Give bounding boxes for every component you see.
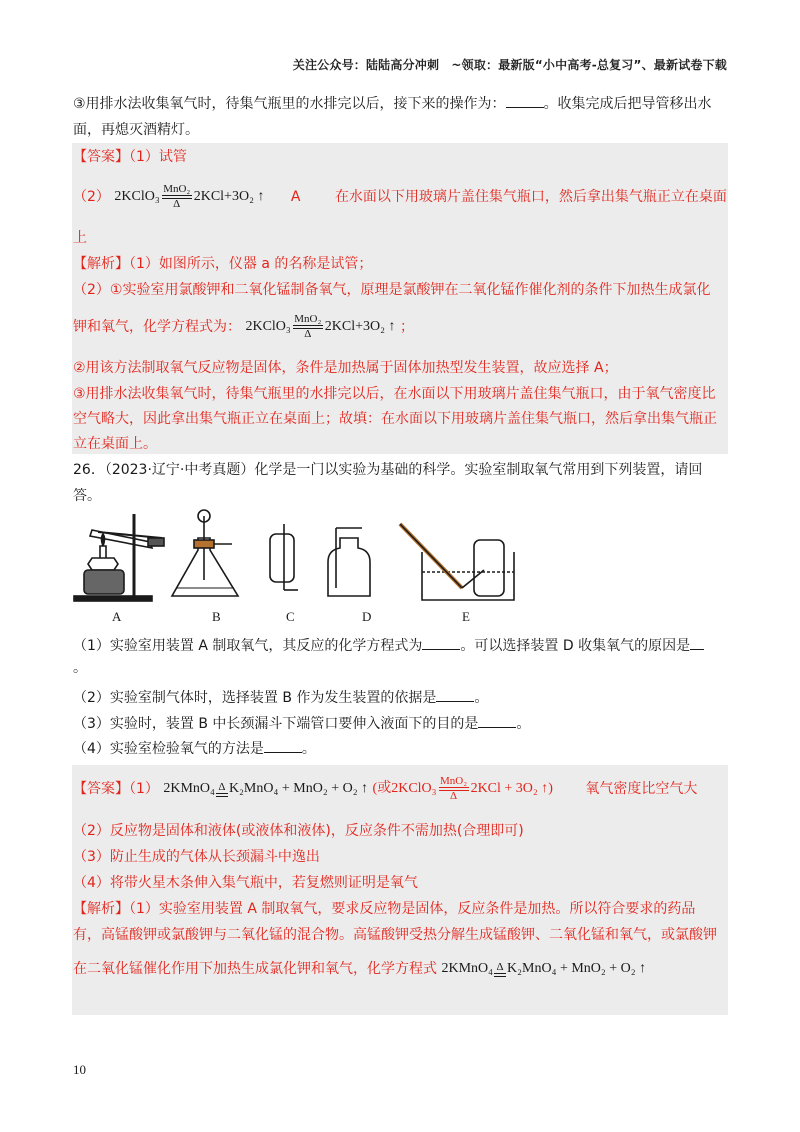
q26-sub3: （3）实验时，装置 B 中长颈漏斗下端管口要伸入液面下的目的是 。 (73, 712, 530, 736)
answer26-part3: （3）防止生成的气体从长颈漏斗中逸出 (73, 849, 320, 865)
q26-sub2: （2）实验室制气体时，选择装置 B 作为发生装置的依据是 。 (73, 686, 488, 710)
analysis25-line2: （2）①实验室用氯酸钾和二氧化锰制备氧气，原理是氯酸钾在二氧化锰作催化剂的条件下加热生成氯化 (73, 282, 711, 298)
answer-blank (264, 738, 302, 753)
answer-blank (436, 687, 474, 702)
answer26-part2: （2）反应物是固体和液体(或液体和液体)，反应条件不需加热(合理即可) (73, 823, 524, 839)
alt-equation: (或 2KClO₃ MnO₂ Δ 2KCl + 3O₂ ↑ ) (372, 775, 553, 802)
figure-label-a: A (112, 609, 122, 624)
analysis25-line1: 【解析】（1）如图所示，仪器 a 的名称是试管； (73, 256, 373, 272)
q26-sub1: （1）实验室用装置 A 制取氧气，其反应的化学方程式为 。可以选择装置 D 收集氧气的原因是 (73, 634, 704, 658)
q25-line3: ③用排水法收集氧气时，待集气瓶里的水排完以后，接下来的操作为： 。收集完成后把导管移出水 (73, 92, 712, 116)
figure-label-c: C (286, 609, 295, 624)
analysis26-line2: 有，高锰酸钾或氯酸钾与二氧化锰的混合物。高锰酸钾受热分解生成锰酸钾、二氧化锰和氧气，或氯酸钾 (73, 927, 717, 943)
q26-sub4: （4）实验室检验氧气的方法是 。 (73, 737, 316, 761)
equation: 2KMnO₄ Δ K₂MnO₄ + MnO₂ + O₂ ↑ (441, 960, 647, 976)
analysis26-line1: 【解析】（1）实验室用装置 A 制取氧气，要求反应物是固体，反应条件是加热。所以符合要求的药品 (73, 901, 696, 917)
q26-sub1-end: 。 (73, 660, 87, 676)
equation: 2KMnO₄ Δ K₂MnO₄ + MnO₂ + O₂ ↑ (163, 780, 369, 796)
page-header: 关注公众号：陆陆高分冲刺 ~领取：最新版“小中高考-总复习”、最新试卷下载 (292, 58, 727, 72)
figure-label-e: E (462, 609, 470, 624)
equation: 2KClO₃ MnO₂ Δ 2KCl+3O₂ ↑ (114, 183, 265, 210)
answer-blank (478, 713, 516, 728)
analysis25-line3: 钾和氧气，化学方程式为： 2KClO₃ MnO₂ Δ 2KCl+3O₂ ↑ ； (73, 310, 414, 344)
answer26-part1: 【答案】（1） 2KMnO₄ Δ K₂MnO₄ + MnO₂ + O₂ ↑ (或 2KClO₃ MnO₂ Δ 2KCl + 3O₂ ↑ ) 氧气密度比空气大 (73, 771, 697, 807)
q25-line3-cont: 面，再熄灭酒精灯。 (73, 122, 199, 138)
answer-blank (690, 635, 704, 650)
page-number: 10 (73, 1062, 86, 1077)
apparatus-figure (70, 508, 530, 608)
equation: 2KClO₃ MnO₂ Δ 2KCl+3O₂ ↑ (245, 313, 396, 340)
q26-stem-cont: 答。 (73, 488, 101, 504)
answer-blank (422, 635, 460, 650)
answer25-part3-cont: 上 (73, 230, 87, 246)
figure-label-b: B (212, 609, 221, 624)
q26-stem: 26．（2023·辽宁·中考真题）化学是一门以实验为基础的科学。实验室制取氧气常用到下列装置，请回 (73, 462, 703, 478)
stand-base (74, 596, 152, 601)
answer26-part4: （4）将带火星木条伸入集气瓶中，若复燃则证明是氧气 (73, 875, 418, 891)
analysis25-line4: ②用该方法制取氧气反应物是固体，条件是加热属于固体加热型发生装置，故应选择 A； (73, 360, 618, 376)
analysis25-line5: ③用排水法收集氧气时，待集气瓶里的水排完以后，在水面以下用玻璃片盖住集气瓶口，由于氧气密度比 (73, 386, 716, 402)
analysis25-line6: 空气略大，因此拿出集气瓶正立在桌面上；故填：在水面以下用玻璃片盖住集气瓶口，然后拿出集气瓶正 (73, 411, 717, 427)
figure-label-d: D (362, 609, 372, 624)
answer25-part2: （2） 2KClO₃ MnO₂ Δ 2KCl+3O₂ ↑ A 在水面以下用玻璃片盖住集气瓶口，然后拿出集气瓶正立在桌面 (73, 180, 727, 214)
answer25-part1: 【答案】（1）试管 (73, 149, 187, 165)
answer-blank (506, 93, 544, 108)
analysis25-line7: 立在桌面上。 (73, 436, 157, 452)
analysis26-line3: 在二氧化锰催化作用下加热生成氯化钾和氧气，化学方程式 2KMnO₄ Δ K₂MnO₄ + MnO₂ + O₂ ↑ (73, 952, 646, 986)
